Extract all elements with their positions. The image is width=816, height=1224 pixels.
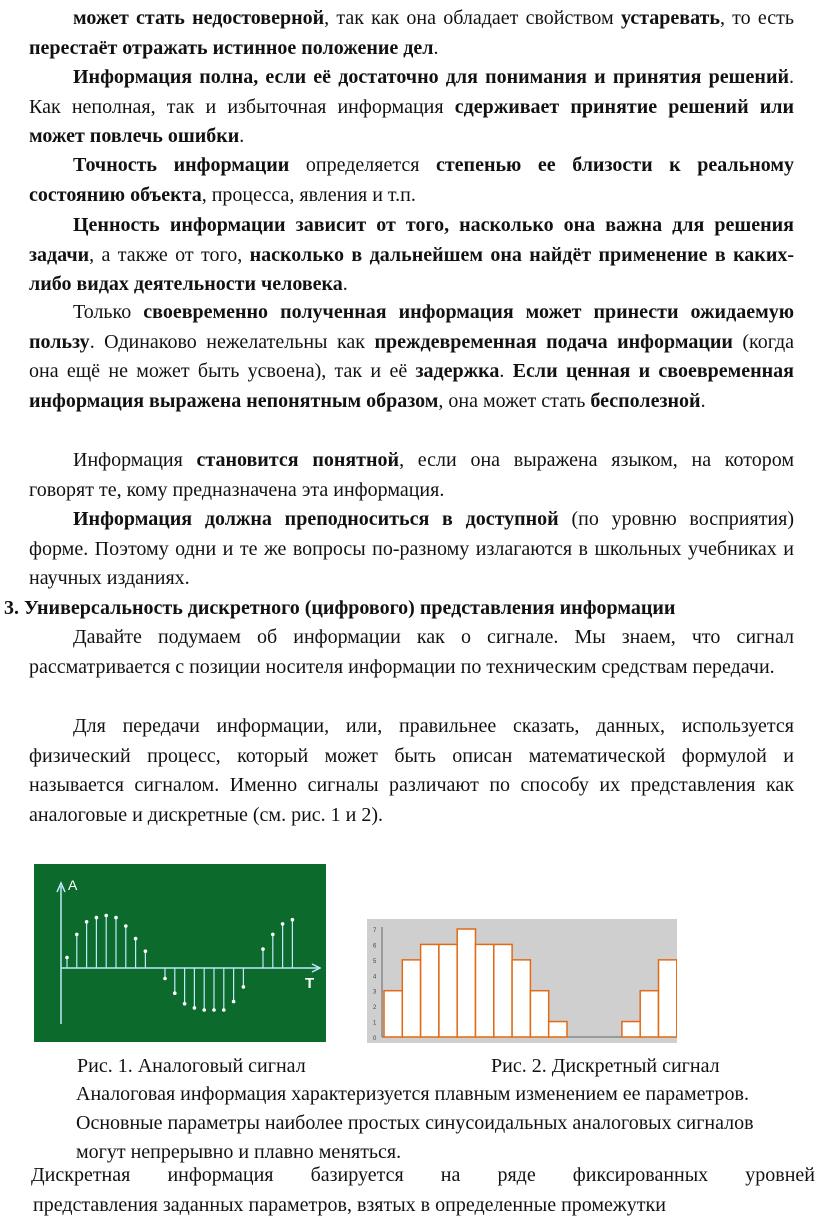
figure-1-caption: Рис. 1. Аналоговый сигнал xyxy=(77,1055,306,1077)
bold-text: Точность информации xyxy=(73,154,290,176)
section-heading: 3. Универсальность дискретного (цифрового) представления информации xyxy=(4,597,676,619)
text: . Одинаково нежелательны как xyxy=(89,330,375,353)
signal-bar xyxy=(512,960,530,1037)
signal-point xyxy=(124,924,128,928)
signal-bar xyxy=(549,1022,567,1037)
paragraph-line: Дискретная информация базируется на ряде фиксированных уровней xyxy=(31,1164,815,1186)
signal-point xyxy=(163,977,167,981)
x-axis-label: T xyxy=(305,975,315,992)
text: , то есть xyxy=(719,7,794,29)
signal-point xyxy=(114,916,118,920)
bold-text: сдерживает принятие решений или может повлечь ошибки xyxy=(29,95,795,147)
signal-bar xyxy=(439,944,457,1037)
bold-text: устаревать xyxy=(620,7,720,29)
bold-text: становится понятной xyxy=(196,449,400,471)
y-axis-label: A xyxy=(68,877,78,893)
bold-text: бесполезной xyxy=(590,389,701,412)
paragraph-reliability xyxy=(29,4,794,63)
paragraph-analog: Аналоговая информация характеризуется плавным изменением ее параметров. Основные параметры наиболее простых синусоидальных аналоговых сигналов могут непрерывно и плавно меняться. xyxy=(76,1083,754,1163)
text: , она может стать xyxy=(438,389,591,412)
bold-text: перестаёт отражать истинное положение дел xyxy=(29,36,434,59)
text: (когда она ещё не может быть усвоена), так и её xyxy=(29,330,795,382)
paragraph-signal-types: Для передачи информации, или, правильнее сказать, данных, используется физический процесс, который может быть описан математической формулой и называется сигналом. Именно сигналы различают по способу их представления как аналоговые и дискретные (см. рис. 1 и 2). xyxy=(29,715,794,826)
signal-point xyxy=(85,920,89,924)
text: . xyxy=(342,273,348,295)
signal-point xyxy=(95,916,99,920)
bold-text: насколько в дальнейшем она найдёт применение в каких-либо видах деятельности человека xyxy=(29,243,795,295)
paragraph-completeness xyxy=(29,63,794,152)
text: (по уровню восприятия) форме. Поэтому одни и те же вопросы по-разному излагаются в школьных учебниках и научных изданиях. xyxy=(29,508,794,589)
bold-text: Ценность информации зависит от того, насколько она важна для решения задачи xyxy=(29,214,794,266)
paragraph-clarity xyxy=(29,446,794,505)
text: , процесса, явления и т.п. xyxy=(201,183,416,206)
text: Информация xyxy=(73,449,197,471)
discrete-signal-chart xyxy=(367,919,677,1043)
signal-bar xyxy=(530,991,548,1037)
text: . xyxy=(239,125,245,147)
figure-2-caption: Рис. 2. Дискретный сигнал xyxy=(491,1055,720,1077)
y-tick-label: 5 xyxy=(373,958,377,965)
text: , так как она обладает свойством xyxy=(324,7,621,29)
signal-bar xyxy=(640,991,658,1037)
signal-bar xyxy=(659,960,677,1037)
signal-bar xyxy=(402,960,420,1037)
text: Только xyxy=(73,301,144,323)
signal-point xyxy=(144,949,148,953)
analog-signal-figure xyxy=(34,864,326,1042)
y-tick-label: 6 xyxy=(373,943,377,950)
text: , а также от того, xyxy=(89,243,250,266)
paragraph-line: представления заданных параметров, взятых в определенные промежутки xyxy=(33,1194,666,1216)
signal-point xyxy=(212,1008,216,1012)
signal-point xyxy=(232,1000,236,1004)
text: . xyxy=(700,389,706,412)
signal-point xyxy=(75,933,79,937)
bold-text: Информация полна, если её достаточно для понимания и принятия решений xyxy=(73,66,789,88)
bold-text: своевременно полученная информация может принести ожидаемую пользу xyxy=(29,301,794,353)
signal-point xyxy=(193,1006,197,1010)
signal-point xyxy=(291,918,295,922)
signal-point xyxy=(134,937,138,941)
paragraph-value xyxy=(29,211,794,300)
paragraph-timeliness xyxy=(29,298,794,416)
signal-bar xyxy=(384,991,402,1037)
signal-point xyxy=(242,985,246,989)
y-tick-label: 7 xyxy=(373,928,377,934)
signal-bar xyxy=(476,944,494,1037)
text: . Как неполная, так и избыточная информация xyxy=(29,66,794,118)
y-tick-label: 0 xyxy=(373,1036,377,1042)
bold-text: задержка xyxy=(415,360,500,382)
y-tick-label: 2 xyxy=(373,1005,377,1012)
text: определяется xyxy=(289,154,436,176)
signal-point xyxy=(261,947,265,951)
paragraph-accuracy xyxy=(29,151,794,210)
bold-text: степенью ее близости к реальному состоянию объекта xyxy=(29,154,794,206)
signal-bar xyxy=(457,929,475,1037)
signal-point xyxy=(281,922,285,926)
bold-text: может стать недостоверной xyxy=(73,7,325,29)
y-tick-label: 1 xyxy=(373,1020,377,1027)
paragraph-accessibility xyxy=(29,505,794,594)
text: . xyxy=(499,360,513,382)
signal-point xyxy=(104,914,108,918)
signal-point xyxy=(202,1008,206,1012)
bold-text: преждевременная подача информации xyxy=(374,330,733,353)
analog-signal-chart xyxy=(34,864,326,1042)
paragraph-signal: Давайте подумаем об информации как о сигнале. Мы знаем, что сигнал рассматривается с позиции носителя информации по техническим средствам передачи. xyxy=(29,626,794,678)
signal-point xyxy=(222,1008,226,1012)
bold-text: Если ценная и своевременная информация выражена непонятным образом xyxy=(29,360,794,412)
paragraph-discrete xyxy=(31,1160,815,1220)
signal-bar xyxy=(494,944,512,1037)
bold-text: Информация должна преподноситься в доступной xyxy=(73,508,559,530)
y-tick-label: 3 xyxy=(373,989,377,996)
discrete-signal-figure xyxy=(367,919,677,1043)
signal-point xyxy=(173,991,177,995)
signal-point xyxy=(183,1002,187,1006)
signal-point xyxy=(65,956,69,960)
y-tick-label: 4 xyxy=(373,974,377,981)
signal-bar xyxy=(421,944,439,1037)
signal-bar xyxy=(622,1022,640,1037)
signal-point xyxy=(271,933,275,937)
text: . xyxy=(433,36,439,59)
text: , если она выражена языком, на котором говорят те, кому предназначена эта информация. xyxy=(29,449,794,501)
